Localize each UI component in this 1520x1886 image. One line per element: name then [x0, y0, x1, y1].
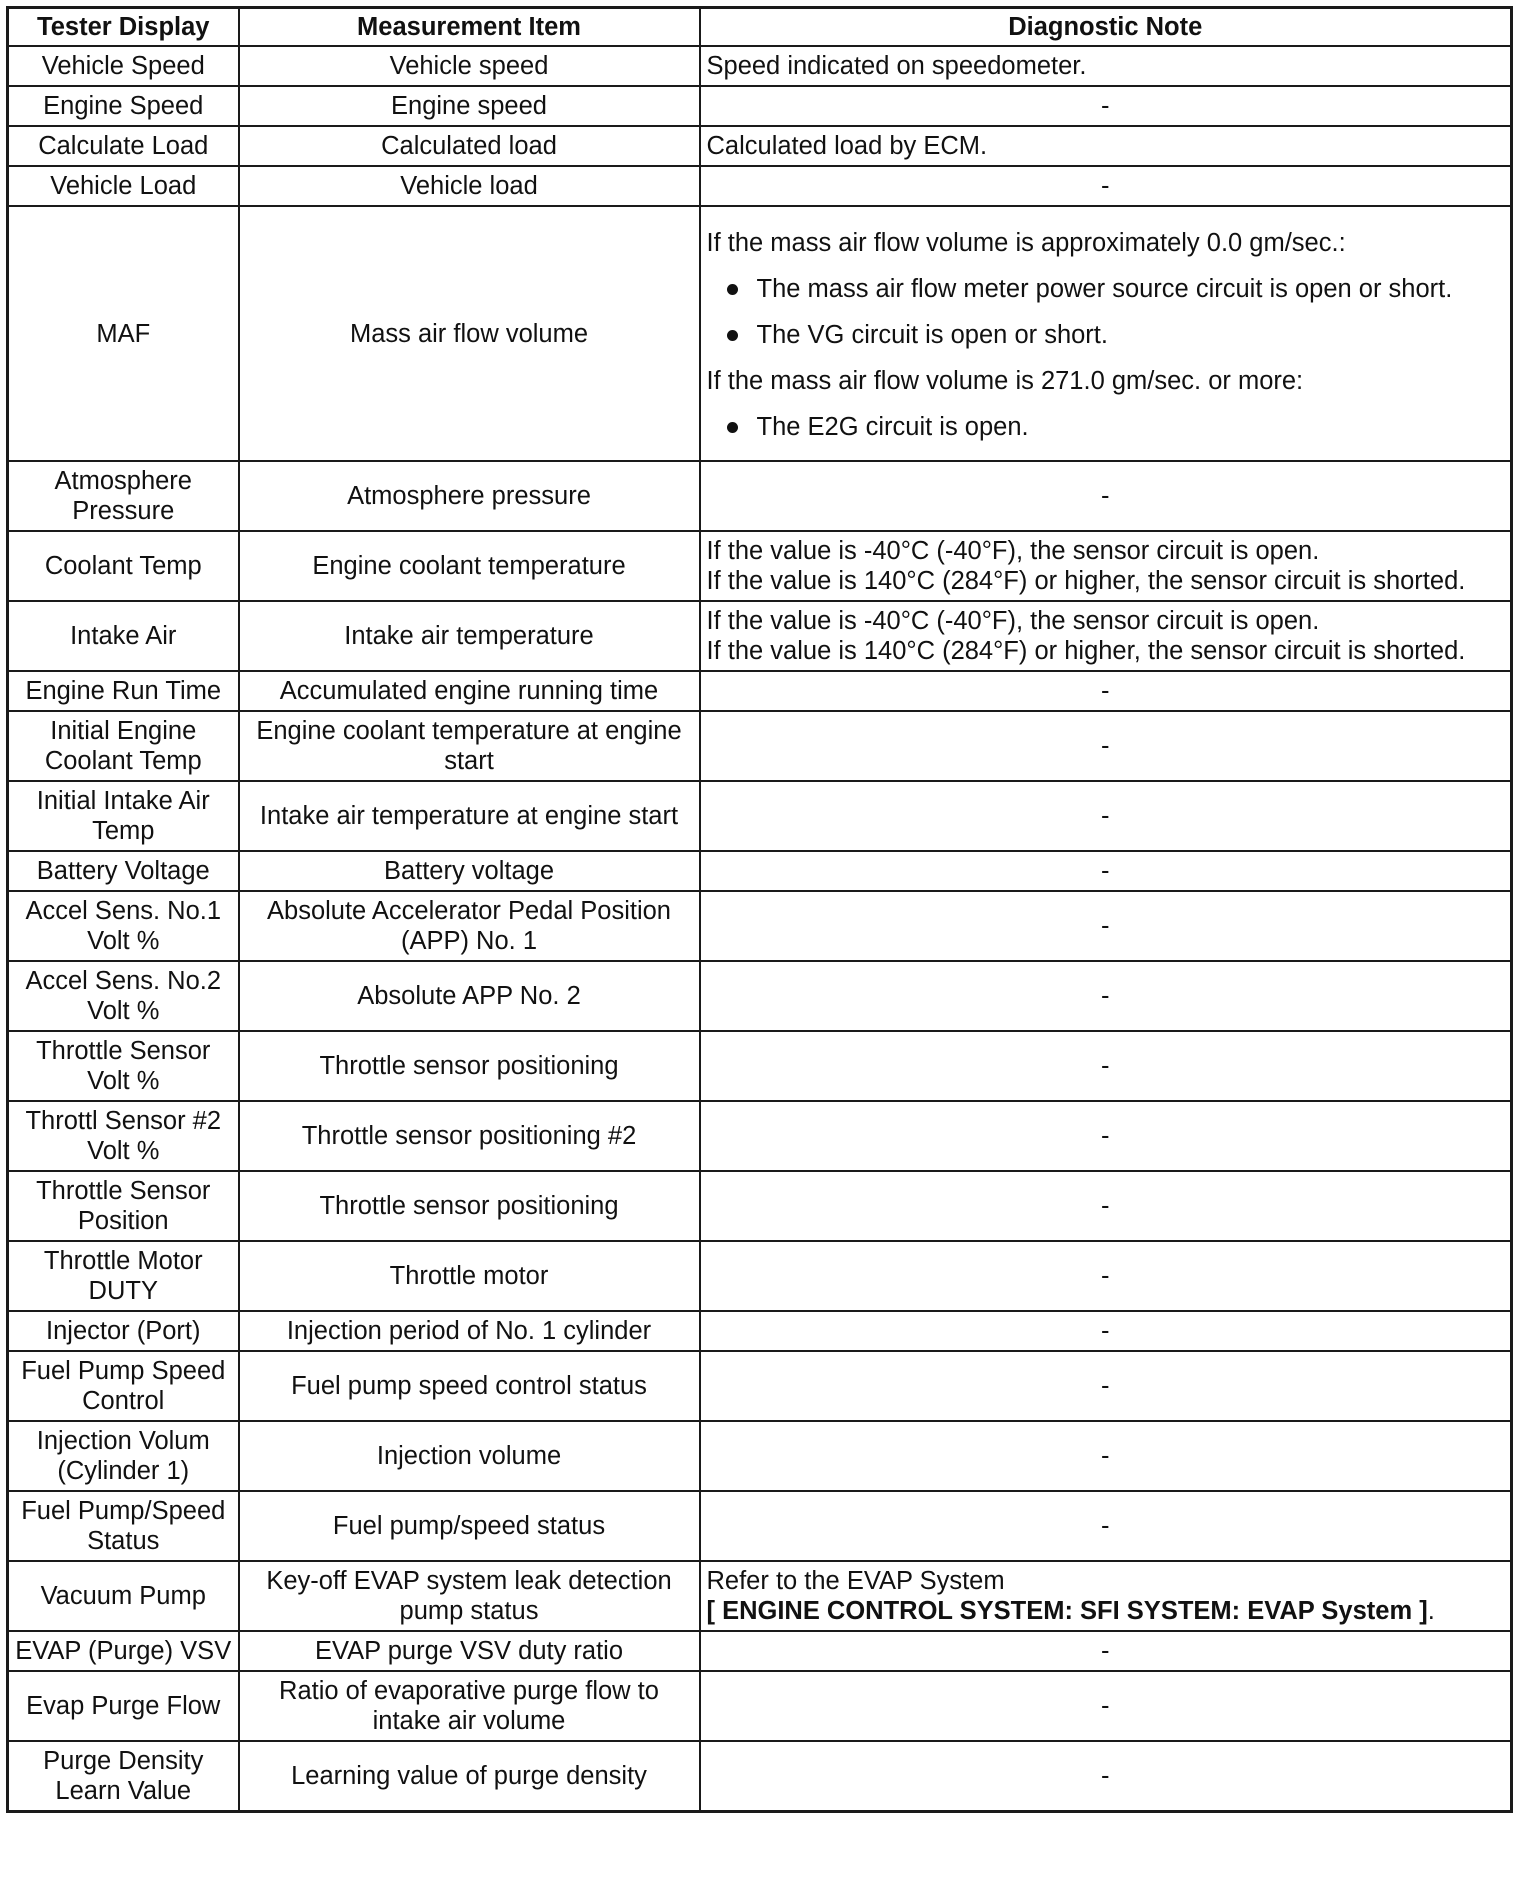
tester-display-cell: Vacuum Pump — [8, 1561, 239, 1631]
header-diagnostic-note: Diagnostic Note — [700, 8, 1512, 47]
measurement-item-cell: Intake air temperature at engine start — [239, 781, 700, 851]
diagnostic-note-cell: - — [700, 891, 1512, 961]
table-row — [8, 461, 1512, 531]
diagnostic-note-cell: - — [700, 711, 1512, 781]
header-row — [8, 8, 1512, 47]
table-row — [8, 126, 1512, 166]
tester-display-cell: Accel Sens. No.1 Volt % — [8, 891, 239, 961]
table-row — [8, 601, 1512, 671]
measurement-item-cell: Engine speed — [239, 86, 700, 126]
measurement-item-cell: Battery voltage — [239, 851, 700, 891]
bullet-text: The mass air flow meter power source circuit is open or short. — [756, 274, 1453, 303]
measurement-item-cell: Calculated load — [239, 126, 700, 166]
measurement-item-cell: Throttle sensor positioning — [239, 1171, 700, 1241]
diagnostic-note-cell: - — [700, 166, 1512, 206]
diagnostic-note-cell — [700, 206, 1512, 461]
measurement-item-cell: Throttle motor — [239, 1241, 700, 1311]
tester-display-cell: Injection Volum (Cylinder 1) — [8, 1421, 239, 1491]
tester-display-cell: Vehicle Speed — [8, 46, 239, 86]
tester-display-cell: Fuel Pump Speed Control — [8, 1351, 239, 1421]
tester-display-cell: Injector (Port) — [8, 1311, 239, 1351]
table-row — [8, 711, 1512, 781]
link-suffix: . — [1427, 1597, 1435, 1625]
table-row — [8, 206, 1512, 461]
table-row — [8, 1311, 1512, 1351]
tester-display-cell: Intake Air — [8, 601, 239, 671]
table-row — [8, 1421, 1512, 1491]
tester-display-cell: Atmosphere Pressure — [8, 461, 239, 531]
note-line: If the value is -40°C (-40°F), the sensor circuit is open. — [706, 607, 1320, 635]
measurement-item-cell: EVAP purge VSV duty ratio — [239, 1631, 700, 1671]
evap-system-link[interactable]: [ ENGINE CONTROL SYSTEM: SFI SYSTEM: EVAP System ] — [706, 1597, 1428, 1625]
table-row — [8, 1171, 1512, 1241]
table-row — [8, 1491, 1512, 1561]
diagnostic-note-cell: - — [700, 1491, 1512, 1561]
diagnostic-note-cell: - — [700, 1671, 1512, 1741]
table-row — [8, 781, 1512, 851]
table-row — [8, 1561, 1512, 1631]
tester-display-cell: Fuel Pump/Speed Status — [8, 1491, 239, 1561]
measurement-item-cell: Absolute Accelerator Pedal Position (APP) No. 1 — [239, 891, 700, 961]
diagnostic-note-cell — [700, 531, 1512, 601]
tester-display-cell: Engine Speed — [8, 86, 239, 126]
measurement-item-cell: Engine coolant temperature — [239, 531, 700, 601]
measurement-item-cell: Throttle sensor positioning — [239, 1031, 700, 1101]
table-row — [8, 531, 1512, 601]
tester-display-cell: Throttle Motor DUTY — [8, 1241, 239, 1311]
measurement-item-cell: Vehicle load — [239, 166, 700, 206]
diagnostic-note-cell: - — [700, 1031, 1512, 1101]
note-paragraph: If the mass air flow volume is approximately 0.0 gm/sec.: — [706, 228, 1346, 257]
tester-display-cell: Calculate Load — [8, 126, 239, 166]
tester-display-cell: MAF — [8, 206, 239, 461]
measurement-item-cell: Absolute APP No. 2 — [239, 961, 700, 1031]
data-list-sheet — [6, 6, 1510, 1813]
table-row — [8, 851, 1512, 891]
measurement-item-cell: Injection period of No. 1 cylinder — [239, 1311, 700, 1351]
diagnostic-note-cell: - — [700, 1741, 1512, 1812]
note-line: If the value is -40°C (-40°F), the sensor circuit is open. — [706, 537, 1320, 565]
table-row — [8, 1031, 1512, 1101]
bullet-text: The VG circuit is open or short. — [756, 320, 1108, 349]
note-line: Refer to the EVAP System — [706, 1567, 1005, 1595]
measurement-item-cell: Accumulated engine running time — [239, 671, 700, 711]
tester-display-cell: Battery Voltage — [8, 851, 239, 891]
tester-display-cell: Initial Engine Coolant Temp — [8, 711, 239, 781]
diagnostic-note-cell: - — [700, 1171, 1512, 1241]
diagnostic-note-cell: - — [700, 1421, 1512, 1491]
data-list-table — [6, 6, 1513, 1813]
measurement-item-cell: Mass air flow volume — [239, 206, 700, 461]
table-row — [8, 86, 1512, 126]
tester-display-cell: Engine Run Time — [8, 671, 239, 711]
diagnostic-note-cell: - — [700, 86, 1512, 126]
bullet-item — [725, 274, 1505, 304]
bullet-item — [725, 320, 1505, 350]
diagnostic-note-cell: - — [700, 1351, 1512, 1421]
tester-display-cell: Coolant Temp — [8, 531, 239, 601]
tester-display-cell: Evap Purge Flow — [8, 1671, 239, 1741]
diagnostic-note-cell: Calculated load by ECM. — [700, 126, 1512, 166]
diagnostic-note-cell: - — [700, 461, 1512, 531]
diagnostic-note-cell: - — [700, 1631, 1512, 1671]
diagnostic-note-cell: - — [700, 671, 1512, 711]
note-line — [707, 1596, 1505, 1626]
diagnostic-note-cell: - — [700, 851, 1512, 891]
diagnostic-note-cell — [700, 1561, 1512, 1631]
measurement-item-cell: Vehicle speed — [239, 46, 700, 86]
tester-display-cell: Initial Intake Air Temp — [8, 781, 239, 851]
bullet-icon — [727, 422, 738, 433]
tester-display-cell: Throttle Sensor Position — [8, 1171, 239, 1241]
header-measurement-item: Measurement Item — [239, 8, 700, 47]
measurement-item-cell: Throttle sensor positioning #2 — [239, 1101, 700, 1171]
table-row — [8, 1351, 1512, 1421]
tester-display-cell: Vehicle Load — [8, 166, 239, 206]
table-row — [8, 1101, 1512, 1171]
diagnostic-note-cell: - — [700, 1241, 1512, 1311]
tester-display-cell: Accel Sens. No.2 Volt % — [8, 961, 239, 1031]
tester-display-cell: Throttl Sensor #2 Volt % — [8, 1101, 239, 1171]
diagnostic-note-cell: - — [700, 1311, 1512, 1351]
table-row — [8, 891, 1512, 961]
measurement-item-cell: Ratio of evaporative purge flow to intake air volume — [239, 1671, 700, 1741]
table-row — [8, 1671, 1512, 1741]
table-row — [8, 46, 1512, 86]
measurement-item-cell: Injection volume — [239, 1421, 700, 1491]
measurement-item-cell: Key-off EVAP system leak detection pump status — [239, 1561, 700, 1631]
table-row — [8, 1631, 1512, 1671]
measurement-item-cell: Fuel pump/speed status — [239, 1491, 700, 1561]
diagnostic-note-cell — [700, 601, 1512, 671]
diagnostic-note-cell: - — [700, 1101, 1512, 1171]
table-row — [8, 671, 1512, 711]
measurement-item-cell: Fuel pump speed control status — [239, 1351, 700, 1421]
tester-display-cell: Purge Density Learn Value — [8, 1741, 239, 1812]
bullet-text: The E2G circuit is open. — [756, 412, 1029, 441]
note-line: If the value is 140°C (284°F) or higher, the sensor circuit is shorted. — [706, 637, 1466, 665]
tester-display-cell: Throttle Sensor Volt % — [8, 1031, 239, 1101]
measurement-item-cell: Intake air temperature — [239, 601, 700, 671]
table-row — [8, 1241, 1512, 1311]
measurement-item-cell: Learning value of purge density — [239, 1741, 700, 1812]
header-tester-display: Tester Display — [8, 8, 239, 47]
diagnostic-note-cell: Speed indicated on speedometer. — [700, 46, 1512, 86]
bullet-icon — [727, 284, 738, 295]
bullet-item — [725, 412, 1505, 442]
note-paragraph: If the mass air flow volume is 271.0 gm/sec. or more: — [706, 366, 1304, 395]
table-row — [8, 166, 1512, 206]
measurement-item-cell: Engine coolant temperature at engine start — [239, 711, 700, 781]
note-line: If the value is 140°C (284°F) or higher, the sensor circuit is shorted. — [706, 567, 1466, 595]
diagnostic-note-cell: - — [700, 781, 1512, 851]
measurement-item-cell: Atmosphere pressure — [239, 461, 700, 531]
tester-display-cell: EVAP (Purge) VSV — [8, 1631, 239, 1671]
table-row — [8, 1741, 1512, 1812]
bullet-icon — [727, 330, 738, 341]
table-row — [8, 961, 1512, 1031]
diagnostic-note-cell: - — [700, 961, 1512, 1031]
